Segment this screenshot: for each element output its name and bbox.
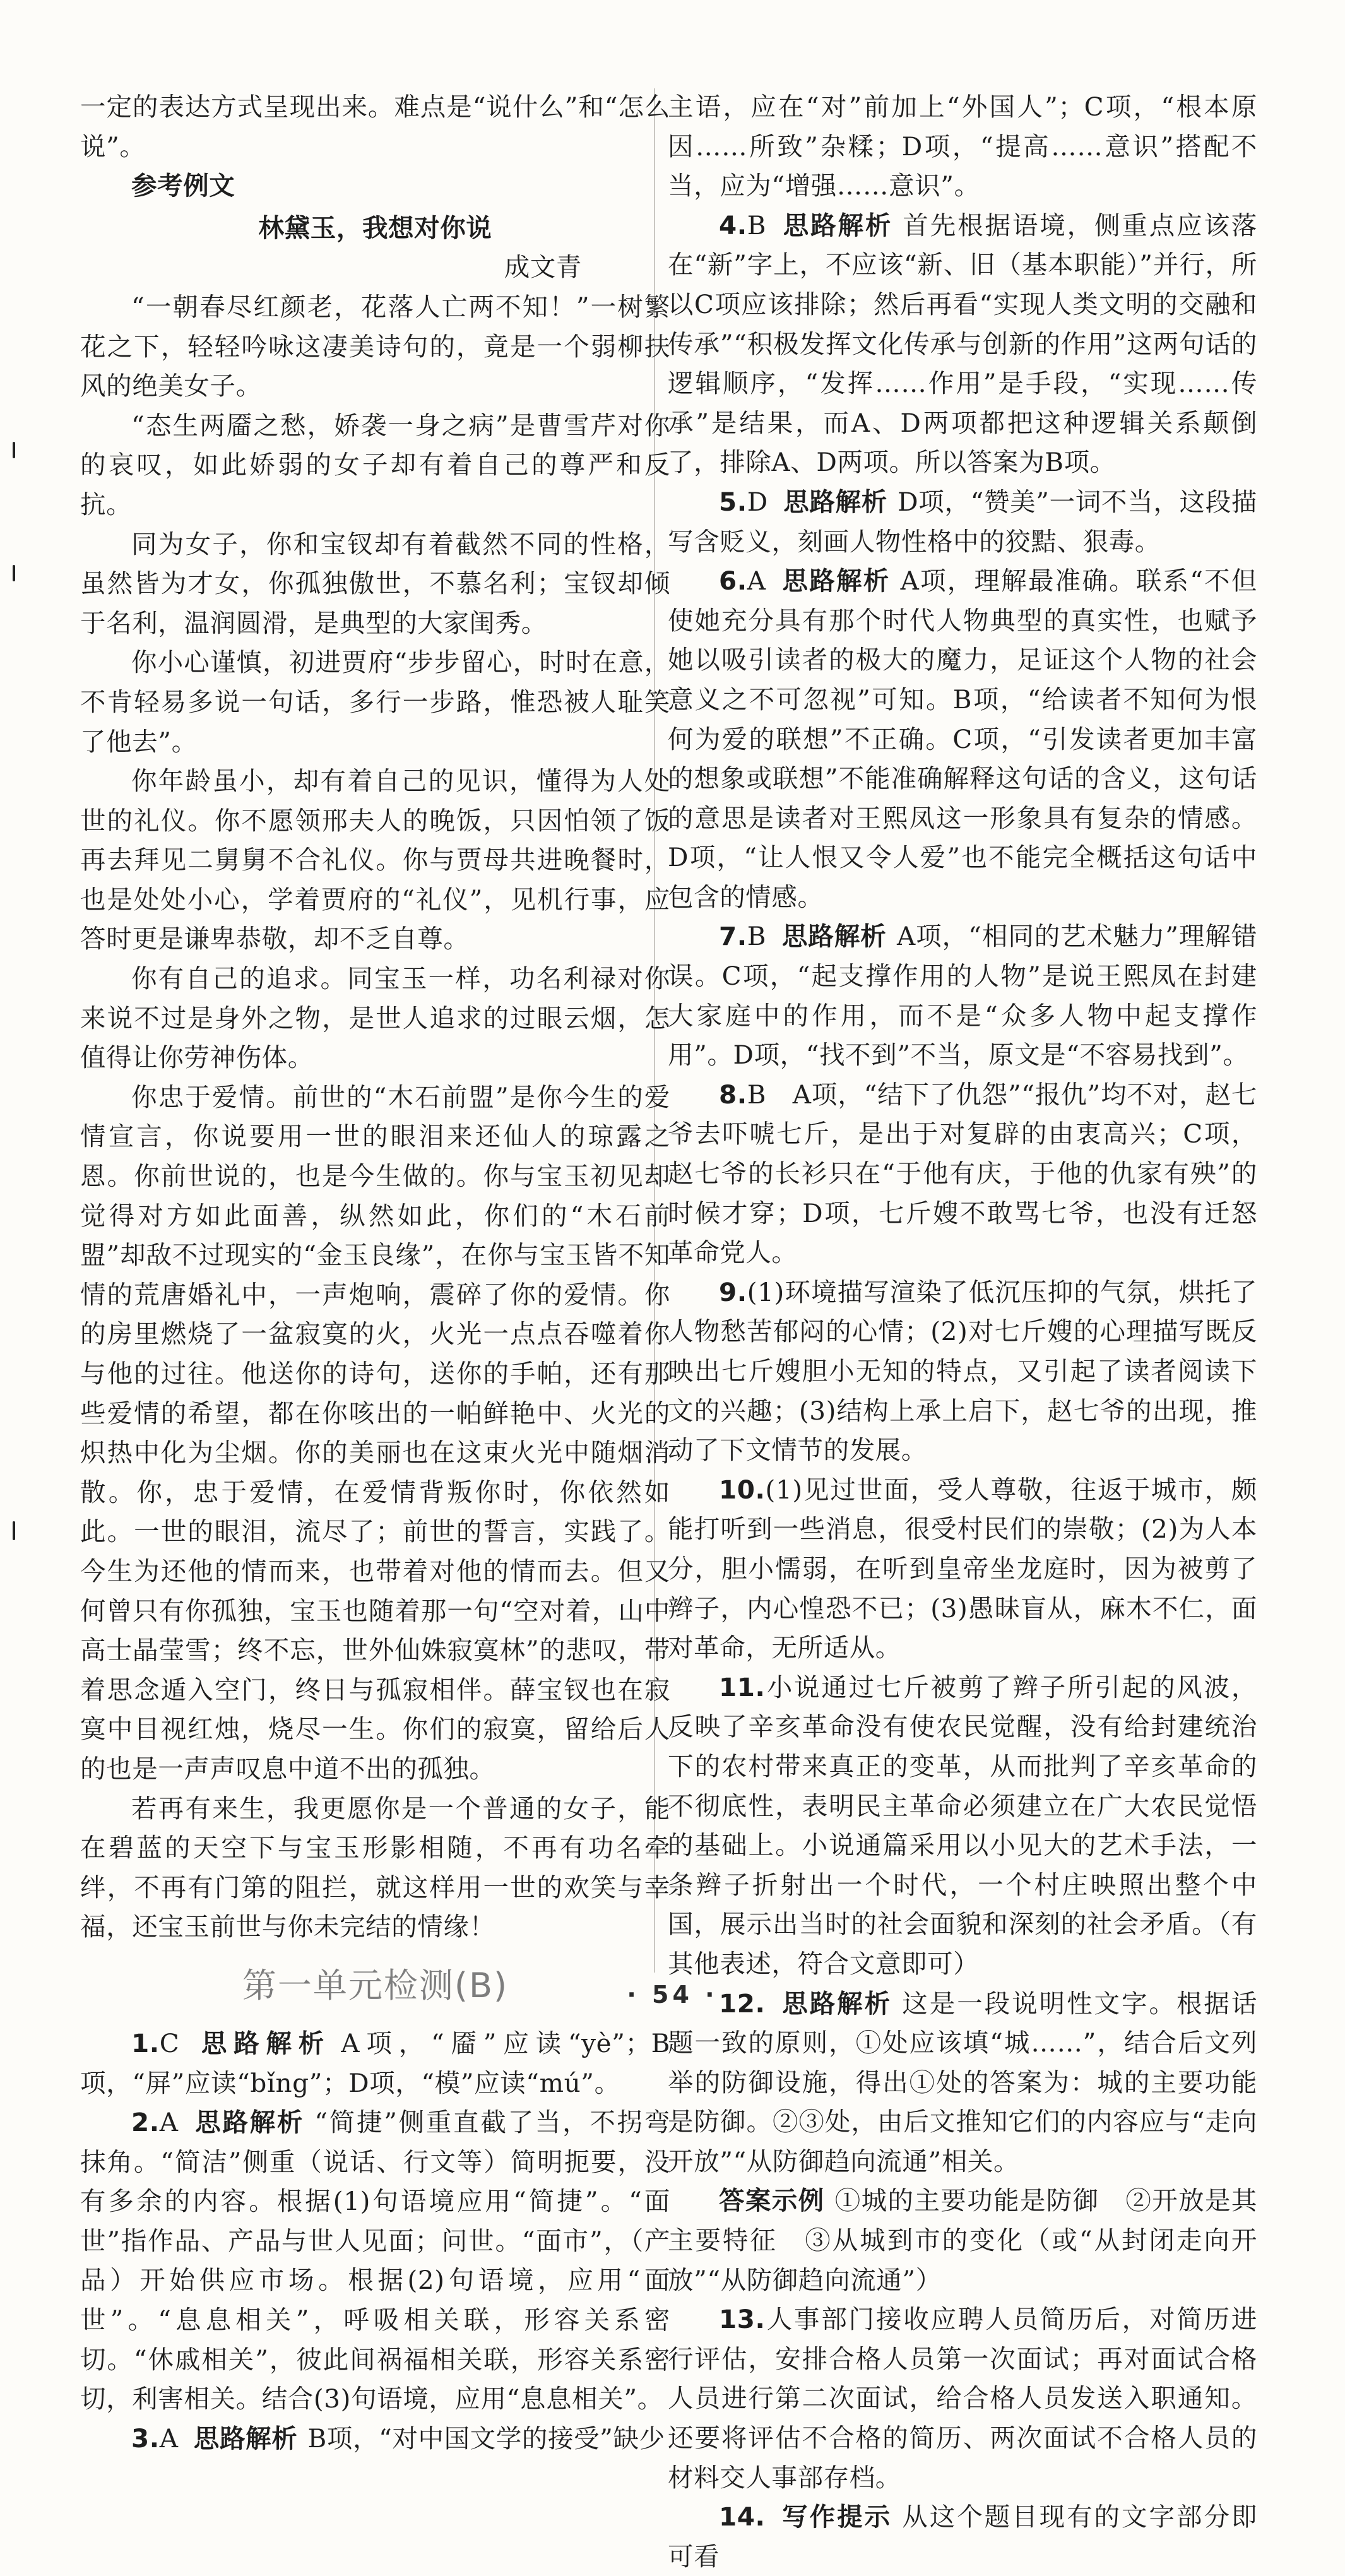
- answer-number: 5.: [719, 486, 747, 517]
- answer-item: [668, 1075, 1257, 1273]
- answer-text: “简捷”侧重直截了当，不拐弯抹角。“简洁”侧重（说话、行文等）简明扼要，没有多余的内容。根据(1)句语境应用“简捷”。“面世”指作品、产品与世人见面；问世。“面市”，（产品）开始供应市场。根据(2)句语境，应用“面世”。“息息相关”，呼吸相关联，形容关系密切。“休戚相关”，彼此间祸福相关联，形容关系密切，利害相关。结合(3)句语境，应用“息息相关”。: [80, 2107, 671, 2414]
- analysis-tag: 思路解析: [781, 921, 887, 952]
- answer-continuation: 主语，应在“对”前加上“外国人”；C项，“根本原因……所致”杂糅；D项，“提高……意识”搭配不当，应为“增强……意识”。: [668, 92, 1257, 201]
- essay-author: 成文青: [504, 252, 582, 283]
- answer-number: 8.: [719, 1079, 747, 1110]
- margin-mark: [13, 442, 15, 458]
- answer-choice: B: [747, 1079, 767, 1110]
- answer-text: 首先根据语境，侧重点应该落在“新”字上，不应该“新、旧（基本职能）”并行，所以C项应该排除；然后再看“实现人类文明的交融和传承”“积极发挥文化传承与创新的作用”这两句话的逻辑顺序，“发挥……作用”是手段，“实现……传承”是结果，而A、D两项都把这种逻辑关系颠倒了，排除A、D两项。所以答案为B项。: [668, 210, 1257, 478]
- answer-number: 6.: [719, 566, 747, 597]
- answer-number: 14.: [719, 2502, 766, 2532]
- answer-text: 小说通过七斤被剪了辫子所引起的风波，反映了辛亥革命没有使农民觉醒，没有给封建统治下的农村带来真正的变革，从而批判了辛亥革命的不彻底性，表明民主革命必须建立在广大农民觉悟的基础上。小说通篇采用以小见大的艺术手法，一条辫子折射出一个时代，一个村庄映照出整个中国，展示出当时的社会面貌和深刻的社会矛盾。（有其他表述，符合文意即可）: [668, 1671, 1257, 1979]
- essay-title: 林黛玉，我想对你说: [258, 212, 492, 243]
- section-heading: 第一单元检测(B): [242, 1965, 509, 2005]
- answer-text: 这是一段说明性文字。根据话题一致的原则，①处应该填“城……”，结合后文列举的防御设施，得出①处的答案为：城的主要功能是防御。②③处，由后文推知它们的内容应与“走向开放”“从防御趋向流通”相关。: [668, 1988, 1257, 2176]
- analysis-tag: 思路解析: [780, 1988, 892, 2019]
- answer-choice: A: [747, 566, 766, 597]
- answer-text: A项，“结下了仇怨”“报仇”均不对，赵七爷去吓唬七斤，是出于对复辟的由衷高兴；C项，赵七爷的长衫只在“于他有庆，于他的仇家有殃”的时候才穿；D项，七斤嫂不敢骂七爷，也没有迁怒革命党人。: [668, 1079, 1257, 1268]
- answer-item: [80, 2024, 670, 2103]
- answer-text: B项，“对中国文学的接受”缺少: [307, 2423, 665, 2454]
- answer-example-text: ①城的主要功能是防御 ②开放是其主要特征 ③从城到市的变化（或“从封闭走向开放”“从防御趋向流通”）: [668, 2185, 1257, 2295]
- analysis-tag: 思路解析: [194, 2027, 331, 2058]
- essay-paragraph: 同为女子，你和宝钗却有着截然不同的性格，虽然皆为才女，你孤独傲世，不慕名利；宝钗却倾于名利，温润圆滑，是典型的大家闺秀。: [80, 528, 670, 638]
- reference-label: 参考例文: [131, 170, 235, 201]
- answer-item: [80, 2419, 670, 2459]
- right-column: [668, 87, 1257, 2576]
- answer-text: (1)见过世面，受人尊敬，往返于城市，颇能打听到一些消息，很受村民们的崇敬；(2)为人本分，胆小懦弱，在听到皇帝坐龙庭时，因为被剪了辫子，内心惶恐不已；(3)愚昧盲从，麻木不仁，面对革命，无所适从。: [668, 1474, 1257, 1663]
- essay-paragraph: 你有自己的追求。同宝玉一样，功名利禄对你来说不过是身外之物，是世人追求的过眼云烟，怎值得让你劳神伤体。: [80, 963, 670, 1073]
- analysis-tag: 思路解析: [783, 486, 887, 517]
- analysis-tag: 思路解析: [193, 2107, 305, 2138]
- answer-text: A项，“靥”应读“yè”；B项，“屏”应读“bǐng”；D项，“模”应读“mú”。: [80, 2027, 671, 2098]
- answer-number: 7.: [719, 921, 747, 952]
- answer-choice: D: [747, 486, 768, 517]
- answer-number: 2.: [131, 2107, 160, 2138]
- essay-paragraph: 你小心谨慎，初进贾府“步步留心，时时在意，不肯轻易多说一句话，多行一步路，惟恐被人耻笑了他去”。: [80, 647, 670, 757]
- left-column: [80, 87, 670, 2458]
- answer-text: A项，理解最准确。联系“不但使她充分具有那个时代人物典型的真实性，也赋予她以吸引读者的极大的魔力，足证这个人物的社会意义之不可忽视”可知。B项，“给读者不知何为恨何为爱的联想”不正确。C项，“引发读者更加丰富的想象或联想”不能准确解释这句话的含义，这句话的意思是读者对王熙凤这一形象具有复杂的情感。D项，“让人恨又令人爱”也不能完全概括这句话中包含的情感。: [668, 566, 1257, 912]
- writing-tip-tag: 写作提示: [780, 2502, 892, 2532]
- answer-number: 1.: [131, 2027, 160, 2058]
- analysis-tag: 思路解析: [781, 566, 891, 597]
- answer-example: [668, 2181, 1257, 2300]
- answer-choice: B: [747, 210, 767, 240]
- answer-number: 3.: [131, 2423, 160, 2454]
- essay-paragraph: “一朝春尽红颜老，花落人亡两不知！”一树繁花之下，轻轻吟咏这凄美诗句的，竟是一个弱柳扶风的绝美女子。: [80, 291, 670, 401]
- answer-item: [668, 561, 1257, 917]
- answer-number: 11.: [719, 1671, 766, 1702]
- answer-item: [668, 2497, 1257, 2576]
- answer-number: 9.: [719, 1276, 747, 1307]
- intro-continuation: 一定的表达方式呈现出来。难点是“说什么”和“怎么说”。: [80, 92, 670, 162]
- answer-choice: A: [159, 2107, 179, 2138]
- answer-text: 从这个题目现有的文字部分即可看: [668, 2502, 1257, 2572]
- essay-paragraph: 你年龄虽小，却有着自己的见识，懂得为人处世的礼仪。你不愿领邢夫人的晚饭，只因怕领了饭再去拜见二舅舅不合礼仪。你与贾母共进晚餐时，也是处处小心，学着贾府的“礼仪”，见机行事，应答时更是谦卑恭敬，却不乏自尊。: [80, 766, 670, 954]
- answer-number: 12.: [719, 1988, 766, 2019]
- answer-item: [668, 917, 1257, 1074]
- answer-text: A项，“相同的艺术魅力”理解错误。C项，“起支撑作用的人物”是说王熙凤在封建大家庭中的作用，而不是“众多人物中起支撑作用”。D项，“找不到”不当，原文是“不容易找到”。: [668, 921, 1257, 1071]
- answer-text: D项，“赞美”一词不当，这段描写含贬义，刻画人物性格中的狡黠、狠毒。: [668, 486, 1257, 557]
- answer-number: 13.: [719, 2304, 766, 2335]
- answer-number: 10.: [719, 1474, 766, 1505]
- essay-paragraph: “态生两靥之愁，娇袭一身之病”是曹雪芹对你的哀叹，如此娇弱的女子却有着自己的尊严和反抗。: [80, 410, 670, 519]
- answer-choice: C: [159, 2027, 180, 2058]
- answer-item: [668, 2300, 1257, 2497]
- margin-mark: [13, 565, 15, 581]
- essay-paragraph: 你忠于爱情。前世的“木石前盟”是你今生的爱情宣言，你说要用一世的眼泪来还仙人的琼露之恩。你前世说的，也是今生做的。你与宝玉初见却觉得对方如此面善，纵然如此，你们的“木石前盟”却敌不过现实的“金玉良缘”，在你与宝玉皆不知情的荒唐婚礼中，一声炮响，震碎了你的爱情。你的房里燃烧了一盆寂寞的火，火光一点点吞噬着你与他的过往。他送你的诗句，送你的手帕，还有那些爱情的希望，都在你咳出的一帕鲜艳中、火光的炽热中化为尘烟。你的美丽也在这束火光中随烟消散。你，忠于爱情，在爱情背叛你时，你依然如此。一世的眼泪，流尽了；前世的誓言，实践了。今生为还他的情而来，也带着对他的情而去。但又何曾只有你孤独，宝玉也随着那一句“空对着，山中高士晶莹雪；终不忘，世外仙姝寂寞林”的悲叹，带着思念遁入空门，终日与孤寂相伴。薛宝钗也在寂寞中目视红烛，烧尽一生。你们的寂寞，留给后人的也是一声声叹息中道不出的孤独。: [80, 1081, 670, 1784]
- answer-item: [668, 1984, 1257, 2181]
- answer-item: [668, 1470, 1257, 1668]
- margin-mark: [13, 1521, 15, 1540]
- answer-choice: B: [747, 921, 767, 952]
- answer-item: [668, 482, 1257, 561]
- page-number: · 54 ·: [627, 1981, 718, 2009]
- analysis-tag: 思路解析: [781, 210, 893, 240]
- answer-item: [668, 1668, 1257, 1984]
- answer-number: 4.: [719, 210, 747, 240]
- answer-text: (1)环境描写渲染了低沉压抑的气氛，烘托了人物愁苦郁闷的心情；(2)对七斤嫂的心理描写既反映出七斤嫂胆小无知的特点，又引起了读者阅读下文的兴趣；(3)结构上承上启下，赵七爷的出现，推动了下文情节的发展。: [668, 1276, 1257, 1466]
- answer-example-label: 答案示例: [719, 2185, 825, 2216]
- answer-text: 人事部门接收应聘人员简历后，对简历进行评估，安排合格人员第一次面试；再对面试合格人员进行第二次面试，给合格人员发送入职通知。还要将评估不合格的简历、两次面试不合格人员的材料交人事部存档。: [668, 2304, 1257, 2493]
- essay-paragraph: 若再有来生，我更愿你是一个普通的女子，能在碧蓝的天空下与宝玉形影相随，不再有功名牵绊，不再有门第的阻拦，就这样用一世的欢笑与幸福，还宝玉前世与你未完结的情缘！: [80, 1793, 670, 1942]
- answer-choice: A: [159, 2423, 179, 2454]
- answer-item: [668, 1273, 1257, 1470]
- answer-item: [80, 2103, 670, 2419]
- analysis-tag: 思路解析: [193, 2423, 298, 2454]
- answer-item: [668, 206, 1257, 482]
